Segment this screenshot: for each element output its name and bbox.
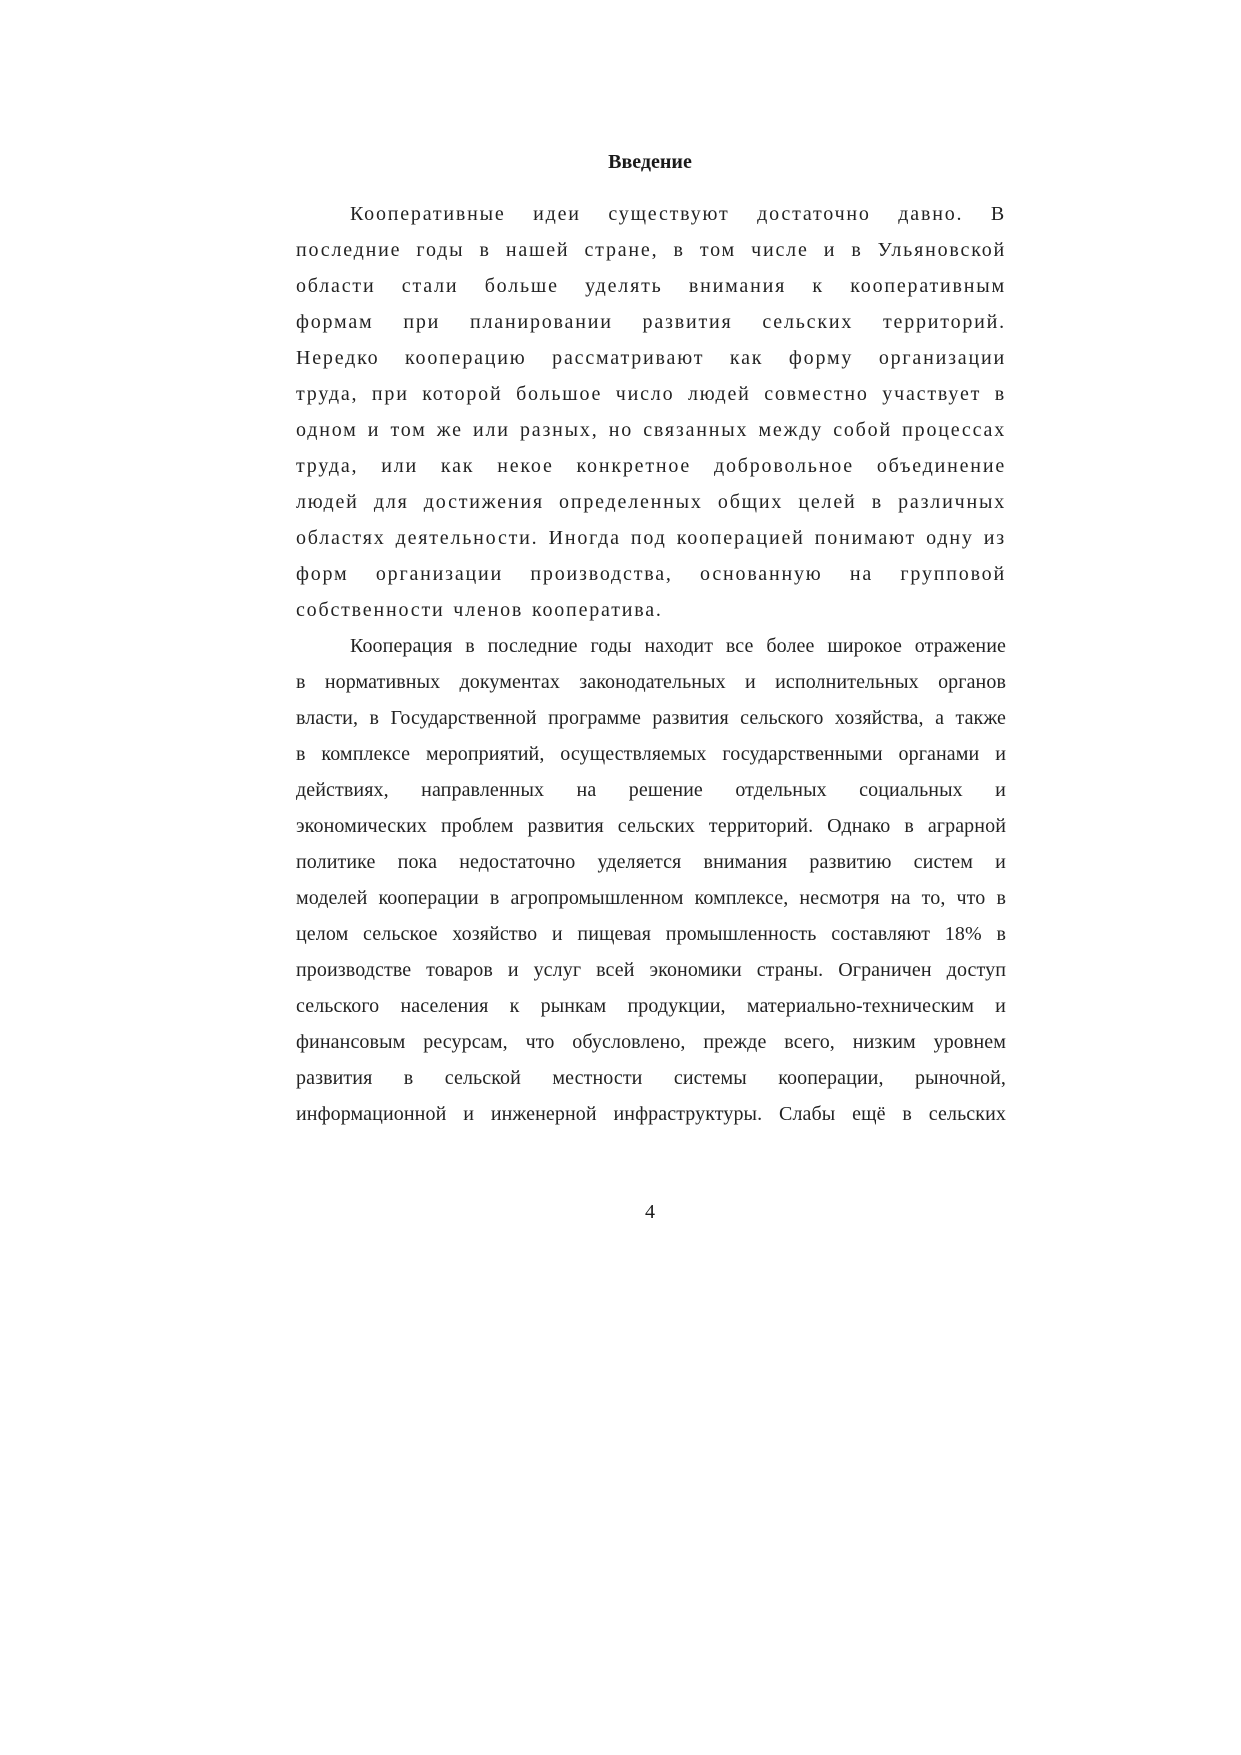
paragraph-2-line: развития в сельской местности системы кооперации, рыночной, bbox=[296, 1067, 1006, 1089]
paragraph-2-line: власти, в Государственной программе развития сельского хозяйства, а также bbox=[296, 707, 1006, 729]
paragraph-1-line: последние годы в нашей стране, в том числе и в Ульяновской bbox=[296, 239, 1006, 261]
paragraph-2-line: моделей кооперации в агропромышленном комплексе, несмотря на то, что в bbox=[296, 887, 1006, 909]
paragraph-2-line: производстве товаров и услуг всей экономики страны. Ограничен доступ bbox=[296, 959, 1006, 981]
paragraph-2-line: действиях, направленных на решение отдельных социальных и bbox=[296, 779, 1006, 801]
paragraph-1-line: области стали больше уделять внимания к кооперативным bbox=[296, 275, 1006, 297]
paragraph-2-line: в комплексе мероприятий, осуществляемых государственными органами и bbox=[296, 743, 1006, 765]
paragraph-1-line: одном и том же или разных, но связанных между собой процессах bbox=[296, 419, 1006, 441]
paragraph-2-line: финансовым ресурсам, что обусловлено, прежде всего, низким уровнем bbox=[296, 1031, 1006, 1053]
page-title: Введение bbox=[608, 151, 692, 173]
paragraph-1-line: формам при планировании развития сельских территорий. bbox=[296, 311, 1006, 333]
paragraph-1-line: форм организации производства, основанную на групповой bbox=[296, 563, 1006, 585]
paragraph-2-line: в нормативных документах законодательных и исполнительных органов bbox=[296, 671, 1006, 693]
paragraph-1-line: людей для достижения определенных общих целей в различных bbox=[296, 491, 1006, 513]
paragraph-1-line: областях деятельности. Иногда под кооперацией понимают одну из bbox=[296, 527, 1006, 549]
paragraph-2-line: экономических проблем развития сельских территорий. Однако в аграрной bbox=[296, 815, 1006, 837]
paragraph-2-line: политике пока недостаточно уделяется внимания развитию систем и bbox=[296, 851, 1006, 873]
paragraph-2-line: Кооперация в последние годы находит все более широкое отражение bbox=[350, 635, 1006, 657]
paragraph-1-line: труда, при которой большое число людей совместно участвует в bbox=[296, 383, 1006, 405]
paragraph-2-line: целом сельское хозяйство и пищевая промышленность составляют 18% в bbox=[296, 923, 1006, 945]
paragraph-1-line: Кооперативные идеи существуют достаточно давно. В bbox=[350, 203, 1006, 225]
paragraph-1-line: труда, или как некое конкретное добровольное объединение bbox=[296, 455, 1006, 477]
paragraph-1-line: Нередко кооперацию рассматривают как форму организации bbox=[296, 347, 1006, 369]
paragraph-1-line: собственности членов кооператива. bbox=[296, 599, 663, 621]
paragraph-2-line: сельского населения к рынкам продукции, материально-техническим и bbox=[296, 995, 1006, 1017]
page-number: 4 bbox=[645, 1201, 655, 1223]
paragraph-2-line: информационной и инженерной инфраструктуры. Слабы ещё в сельских bbox=[296, 1103, 1006, 1125]
